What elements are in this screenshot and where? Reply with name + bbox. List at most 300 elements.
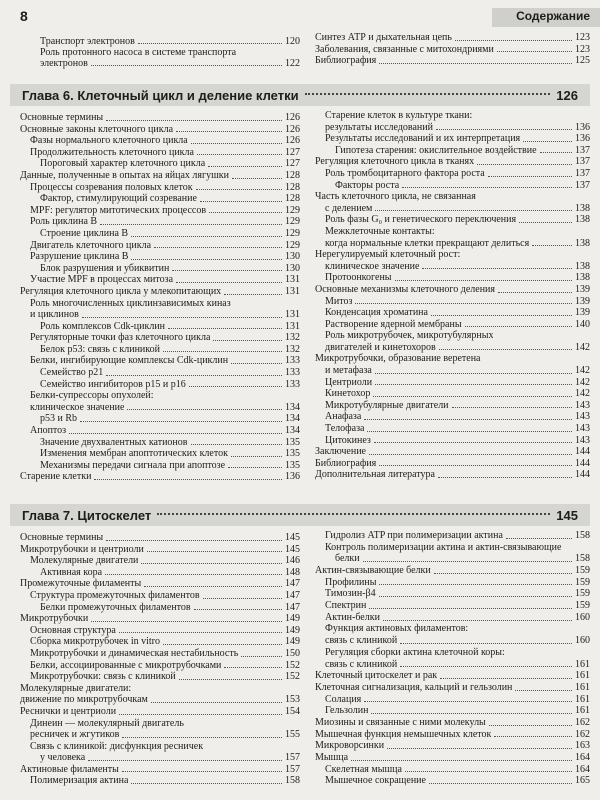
toc-entry	[315, 588, 590, 600]
toc-entry-page: 126	[285, 135, 300, 147]
toc-leader-dots	[364, 419, 572, 420]
toc-entry	[20, 683, 300, 695]
toc-entry-title: Цитокинез	[325, 434, 371, 446]
toc-leader-dots	[208, 166, 282, 167]
toc-entry-title: Гельзолин	[325, 705, 369, 717]
toc-entry	[315, 635, 590, 647]
toc-leader-dots	[429, 783, 572, 784]
toc-entry	[315, 319, 590, 331]
chapter-6-leader	[305, 93, 551, 95]
toc-leader-dots	[69, 433, 282, 434]
chapter-6-page: 126	[556, 87, 578, 103]
toc-entry-page: 147	[285, 578, 300, 590]
toc-entry	[20, 544, 300, 556]
toc-leader-dots	[375, 210, 572, 211]
toc-entry-title: Актин-связывающие белки	[315, 565, 431, 577]
toc-leader-dots	[519, 222, 572, 223]
toc-leader-dots	[375, 373, 572, 374]
toc-entry	[20, 752, 300, 764]
toc-entry	[315, 752, 590, 764]
toc-leader-dots	[405, 771, 572, 772]
toc-leader-dots	[119, 714, 282, 715]
toc-leader-dots	[176, 282, 282, 283]
toc-entry-page: 150	[285, 647, 300, 659]
toc-entry-title: движение по микротрубочкам	[20, 694, 148, 706]
toc-leader-dots	[363, 561, 572, 562]
toc-entry-page: 123	[575, 32, 590, 43]
toc-entry-title: Транспорт электронов	[40, 36, 135, 47]
toc-entry	[20, 147, 300, 159]
toc-entry-title: ресничек и жгутиков	[30, 729, 120, 741]
toc-entry-title: Функция актиновых филаментов:	[325, 623, 469, 635]
toc-entry-page: 123	[575, 43, 590, 55]
toc-leader-dots	[224, 667, 282, 668]
toc-entry-page: 130	[285, 262, 300, 274]
toc-leader-dots	[367, 431, 572, 432]
toc-leader-dots	[395, 280, 572, 281]
toc-entry	[20, 58, 300, 69]
toc-entry-page: 159	[575, 600, 590, 612]
toc-entry	[20, 741, 300, 753]
toc-entry-title: Микротрубочки, образование веретена	[315, 353, 481, 365]
toc-entry	[315, 296, 590, 308]
toc-entry	[315, 542, 590, 554]
toc-entry-title: клиническое значение	[325, 260, 420, 272]
toc-entry-page: 128	[285, 169, 300, 181]
toc-entry-title: Процессы созревания половых клеток	[30, 181, 193, 193]
toc-entry	[315, 55, 590, 67]
toc-entry	[20, 602, 300, 614]
toc-entry-page: 137	[575, 156, 590, 168]
toc-leader-dots	[138, 43, 282, 44]
toc-leader-dots	[379, 584, 572, 585]
toc-leader-dots	[455, 40, 572, 41]
toc-entry-title: с делением	[325, 202, 373, 214]
toc-entry	[315, 145, 590, 157]
toc-entry	[20, 216, 300, 228]
toc-entry-title: Роль тромбоцитарного фактора роста	[325, 167, 485, 179]
toc-entry-title: Анафаза	[325, 411, 362, 423]
toc-entry-title: Гидролиз ATP при полимеризации актина	[325, 529, 503, 541]
toc-leader-dots	[176, 131, 282, 132]
toc-entry-title: Реснички и центриоли	[20, 705, 117, 717]
toc-entry	[315, 44, 590, 56]
toc-entry-page: 163	[575, 740, 590, 752]
toc-entry	[20, 112, 300, 124]
toc-entry-page: 146	[285, 555, 300, 567]
toc-entry-title: MPF: регулятор митотических процессов	[30, 204, 207, 216]
toc-entry-title: белки	[335, 553, 360, 565]
running-title: Содержание	[492, 8, 600, 27]
toc-entry-page: 162	[575, 716, 590, 728]
toc-entry-page: 164	[575, 763, 590, 775]
toc-entry-page: 165	[575, 775, 590, 787]
chapter-6-left-column	[20, 112, 300, 483]
toc-entry-page: 138	[575, 272, 590, 284]
toc-entry	[20, 648, 300, 660]
toc-entry-page: 129	[285, 227, 300, 239]
toc-entry-title: Данные, полученные в опытах на яйцах лягушки	[20, 169, 230, 181]
toc-entry-page: 149	[285, 636, 300, 648]
chapter-6-right-column	[315, 110, 590, 481]
toc-entry	[315, 400, 590, 412]
toc-entry	[315, 553, 590, 565]
toc-entry	[315, 775, 590, 787]
toc-leader-dots	[80, 421, 282, 422]
toc-entry-page: 142	[575, 388, 590, 400]
toc-leader-dots	[203, 598, 282, 599]
toc-entry	[20, 251, 300, 263]
toc-entry-title: Конденсация хроматина	[325, 307, 428, 319]
toc-leader-dots	[144, 586, 282, 587]
toc-entry-title: Значение двухвалентных катионов	[40, 436, 188, 448]
toc-entry-page: 133	[285, 367, 300, 379]
toc-entry	[20, 367, 300, 379]
toc-leader-dots	[106, 540, 282, 541]
toc-entry-title: Миозины и связанные с ними молекулы	[315, 716, 486, 728]
toc-leader-dots	[371, 713, 572, 714]
toc-entry-page: 135	[285, 459, 300, 471]
toc-entry-title: результаты исследований	[325, 121, 433, 133]
toc-entry-page: 140	[575, 318, 590, 330]
toc-entry-title: Часть клеточного цикла, не связанная	[315, 191, 476, 203]
toc-entry-title: Микротрубочки	[20, 613, 89, 625]
toc-entry-title: связь с клиникой	[325, 635, 398, 647]
toc-entry	[20, 625, 300, 637]
toc-entry	[20, 775, 300, 787]
chapter-7-heading	[10, 504, 590, 526]
toc-entry-title: Апоптоз	[30, 425, 67, 437]
toc-entry-title: Мышца	[315, 752, 349, 764]
toc-leader-dots	[163, 351, 282, 352]
toc-entry-title: Старение клеток в культуре ткани:	[325, 110, 473, 121]
toc-entry-title: Тимозин-β4	[325, 588, 376, 600]
toc-entry-title: Микротрубочки: связь с клиникой	[30, 671, 176, 683]
toc-entry-title: Белки-супрессоры опухолей:	[30, 390, 154, 402]
toc-leader-dots	[431, 315, 572, 316]
toc-entry	[20, 590, 300, 602]
toc-entry-page: 161	[575, 693, 590, 705]
toc-entry	[315, 717, 590, 729]
toc-leader-dots	[497, 51, 572, 52]
toc-entry	[315, 764, 590, 776]
toc-entry	[20, 228, 300, 240]
toc-entry	[20, 344, 300, 356]
toc-entry-title: Растворение ядерной мембраны	[325, 318, 462, 330]
toc-entry	[20, 390, 300, 402]
toc-leader-dots	[154, 247, 282, 248]
toc-entry-page: 127	[285, 158, 300, 170]
toc-entry-page: 144	[575, 446, 590, 458]
toc-entry	[20, 694, 300, 706]
toc-leader-dots	[383, 620, 572, 621]
toc-entry	[20, 286, 300, 298]
toc-entry-title: Участие MPF в процессах митоза	[30, 274, 174, 286]
toc-leader-dots	[100, 224, 282, 225]
toc-entry	[20, 636, 300, 648]
toc-leader-dots	[434, 573, 572, 574]
toc-entry	[20, 567, 300, 579]
toc-leader-dots	[106, 375, 282, 376]
toc-entry-page: 136	[285, 471, 300, 483]
toc-entry-title: Роль фазы G₀ и генетического переключения	[325, 214, 517, 226]
toc-entry	[20, 718, 300, 730]
toc-entry	[315, 122, 590, 134]
toc-leader-dots	[172, 270, 282, 271]
toc-entry-page: 143	[575, 423, 590, 435]
toc-entry	[20, 321, 300, 333]
toc-entry	[315, 191, 590, 203]
toc-leader-dots	[131, 236, 282, 237]
toc-entry	[20, 240, 300, 252]
toc-leader-dots	[228, 467, 282, 468]
toc-entry	[20, 170, 300, 182]
toc-entry-page: 142	[575, 365, 590, 377]
toc-entry-page: 135	[285, 448, 300, 460]
toc-entry-page: 131	[285, 320, 300, 332]
toc-entry-page: 132	[285, 332, 300, 344]
toc-entry-title: Нерегулируемый клеточный рост:	[315, 249, 461, 261]
toc-entry-title: Механизмы передачи сигнала при апоптозе	[40, 459, 226, 471]
toc-entry-page: 158	[285, 775, 300, 787]
toc-leader-dots	[94, 479, 282, 480]
toc-entry-page: 137	[575, 144, 590, 156]
toc-entry	[20, 671, 300, 683]
toc-entry-title: Белок p53: связь с клиникой	[40, 343, 160, 355]
toc-entry-page: 147	[285, 601, 300, 613]
toc-leader-dots	[232, 178, 282, 179]
toc-entry	[20, 205, 300, 217]
toc-leader-dots	[91, 65, 282, 66]
toc-entry	[20, 471, 300, 483]
toc-entry-title: Солация	[325, 693, 362, 705]
toc-entry-title: электронов	[40, 58, 88, 69]
toc-entry-page: 133	[285, 378, 300, 390]
toc-entry-page: 128	[285, 181, 300, 193]
toc-entry-title: Пороговый характер клеточного цикла	[40, 158, 206, 170]
toc-entry-title: Клеточный цитоскелет и рак	[315, 670, 438, 682]
toc-entry	[315, 388, 590, 400]
toc-entry-page: 139	[575, 283, 590, 295]
toc-entry-page: 138	[575, 214, 590, 226]
toc-entry-title: Центриоли	[325, 376, 373, 388]
toc-leader-dots	[196, 189, 282, 190]
toc-entry-title: Основные термины	[20, 532, 104, 543]
toc-entry-page: 136	[575, 133, 590, 145]
toc-entry-title: Связь с клиникой: дисфункция ресничек	[30, 740, 204, 752]
toc-entry-title: у человека	[40, 752, 86, 764]
toc-entry-page: 132	[285, 343, 300, 355]
toc-entry-page: 145	[285, 532, 300, 543]
toc-entry	[20, 413, 300, 425]
toc-entry-title: Семейство p21	[40, 367, 104, 379]
toc-entry-title: Регуляция клеточного цикла у млекопитающих	[20, 285, 222, 297]
toc-entry-page: 139	[575, 295, 590, 307]
toc-entry-title: Разрушение циклина B	[30, 251, 129, 263]
toc-entry-title: Микротрубочки и динамическая нестабильность	[30, 647, 239, 659]
toc-entry	[20, 298, 300, 310]
toc-entry	[315, 330, 590, 342]
toc-entry-page: 129	[285, 216, 300, 228]
toc-leader-dots	[197, 154, 282, 155]
toc-leader-dots	[494, 736, 572, 737]
toc-entry-title: Основные законы клеточного цикла	[20, 123, 174, 135]
toc-entry	[315, 705, 590, 717]
toc-entry-title: Регуляция сборки актина клеточной коры:	[325, 646, 505, 658]
toc-leader-dots	[379, 63, 572, 64]
toc-entry-page: 143	[575, 434, 590, 446]
toc-entry	[20, 379, 300, 391]
toc-entry	[20, 274, 300, 286]
toc-entry-title: Синтез АТР и дыхательная цепь	[315, 32, 452, 43]
toc-entry-title: Библиография	[315, 457, 377, 469]
chapter-7-right-column	[315, 530, 590, 787]
toc-entry	[315, 365, 590, 377]
toc-entry	[315, 647, 590, 659]
toc-entry	[315, 214, 590, 226]
chapter-7-leader	[157, 513, 550, 515]
toc-entry-title: Микротрубочки и центриоли	[20, 543, 144, 555]
toc-entry-title: Структура промежуточных филаментов	[30, 589, 200, 601]
toc-entry	[315, 168, 590, 180]
toc-entry	[315, 226, 590, 238]
toc-entry-page: 138	[575, 202, 590, 214]
toc-entry	[20, 332, 300, 344]
toc-entry-page: 128	[285, 193, 300, 205]
toc-entry-title: Роль циклина B	[30, 216, 98, 228]
toc-leader-dots	[82, 317, 282, 318]
toc-entry-title: Основная структура	[30, 624, 116, 636]
toc-leader-dots	[523, 141, 572, 142]
chapter-6-heading	[10, 84, 590, 106]
toc-leader-dots	[400, 666, 572, 667]
toc-entry-page: 144	[575, 469, 590, 481]
toc-leader-dots	[106, 120, 282, 121]
toc-entry-page: 149	[285, 613, 300, 625]
toc-entry	[315, 411, 590, 423]
toc-entry-title: Строение циклина B	[40, 227, 129, 239]
toc-entry-page: 149	[285, 624, 300, 636]
toc-leader-dots	[191, 444, 283, 445]
toc-entry-title: p53 и Rb	[40, 413, 78, 425]
toc-entry-page: 126	[285, 112, 300, 123]
toc-leader-dots	[91, 621, 282, 622]
toc-entry-page: 158	[575, 529, 590, 541]
toc-entry	[315, 435, 590, 447]
toc-leader-dots	[122, 771, 282, 772]
toc-leader-dots	[422, 268, 572, 269]
toc-entry	[20, 355, 300, 367]
toc-leader-dots	[532, 245, 572, 246]
toc-entry-title: Телофаза	[325, 423, 365, 435]
toc-entry-page: 159	[575, 576, 590, 588]
toc-leader-dots	[369, 608, 572, 609]
toc-entry	[315, 353, 590, 365]
toc-entry	[315, 694, 590, 706]
toc-entry-page: 148	[285, 566, 300, 578]
page-header	[0, 0, 600, 28]
toc-entry-page: 157	[285, 763, 300, 775]
toc-entry-page: 161	[575, 705, 590, 717]
toc-entry	[20, 263, 300, 275]
toc-entry	[315, 377, 590, 389]
toc-leader-dots	[200, 201, 282, 202]
toc-entry-title: двигателей и кинетохоров	[325, 341, 436, 353]
toc-entry	[315, 469, 590, 481]
toc-entry-title: клиническое значение	[30, 401, 125, 413]
toc-entry-page: 131	[285, 309, 300, 321]
toc-entry-page: 138	[575, 260, 590, 272]
toc-entry	[315, 423, 590, 435]
toc-entry-title: Семейство ингибиторов p15 и p16	[40, 378, 186, 390]
toc-leader-dots	[440, 678, 572, 679]
toc-entry-title: и метафаза	[325, 365, 372, 377]
toc-entry-title: связь с клиникой	[325, 658, 398, 670]
toc-leader-dots	[452, 407, 572, 408]
toc-entry	[20, 448, 300, 460]
toc-entry-page: 155	[285, 729, 300, 741]
toc-entry-page: 161	[575, 670, 590, 682]
toc-entry	[315, 458, 590, 470]
toc-entry-title: Профилины	[325, 576, 377, 588]
toc-entry	[315, 133, 590, 145]
toc-leader-dots	[465, 326, 572, 327]
toc-leader-dots	[387, 748, 572, 749]
toc-entry-title: Полимеризация актина	[30, 775, 129, 787]
toc-entry	[20, 764, 300, 776]
toc-leader-dots	[105, 574, 282, 575]
toc-entry-title: Библиография	[315, 55, 377, 66]
toc-entry	[315, 729, 590, 741]
toc-entry-title: Белки, ассоциированные с микротрубочками	[30, 659, 222, 671]
toc-leader-dots	[540, 152, 572, 153]
toc-entry-page: 135	[285, 436, 300, 448]
toc-entry-title: Актиновые филаменты	[20, 763, 119, 775]
toc-entry	[315, 446, 590, 458]
chapter-6-title: Глава 6. Клеточный цикл и деление клетки	[22, 87, 299, 103]
toc-entry-page: 145	[285, 543, 300, 555]
toc-entry-page: 144	[575, 457, 590, 469]
toc-entry-title: Белки, ингибирующие комплексы Cdk-циклин	[30, 355, 229, 367]
toc-entry	[315, 530, 590, 542]
toc-entry	[20, 729, 300, 741]
toc-entry	[20, 36, 300, 47]
toc-entry	[315, 110, 590, 122]
toc-entry-title: Мышечное сокращение	[325, 775, 426, 787]
toc-entry-title: Регуляторные точки фаз клеточного цикла	[30, 332, 211, 344]
toc-entry-title: Блок разрушения и убиквитин	[40, 262, 170, 274]
toc-entry	[315, 624, 590, 636]
toc-leader-dots	[127, 409, 282, 410]
toc-entry	[315, 249, 590, 261]
toc-leader-dots	[373, 396, 572, 397]
toc-leader-dots	[189, 386, 282, 387]
toc-entry-title: Спектрин	[325, 600, 367, 612]
toc-entry	[315, 612, 590, 624]
toc-entry-title: Молекулярные двигатели:	[20, 682, 132, 694]
toc-entry-page: 130	[285, 251, 300, 263]
toc-entry-page: 143	[575, 399, 590, 411]
toc-entry	[20, 660, 300, 672]
toc-entry	[315, 682, 590, 694]
toc-entry	[20, 532, 300, 544]
toc-leader-dots	[436, 129, 572, 130]
toc-entry-page: 137	[575, 179, 590, 191]
toc-entry-title: Роль комплексов Cdk-циклин	[40, 320, 166, 332]
toc-entry-title: Роль многочисленных циклинзависимых киназ	[30, 297, 231, 309]
toc-entry-title: и циклинов	[30, 309, 79, 321]
chapter-7-page: 145	[556, 507, 578, 523]
